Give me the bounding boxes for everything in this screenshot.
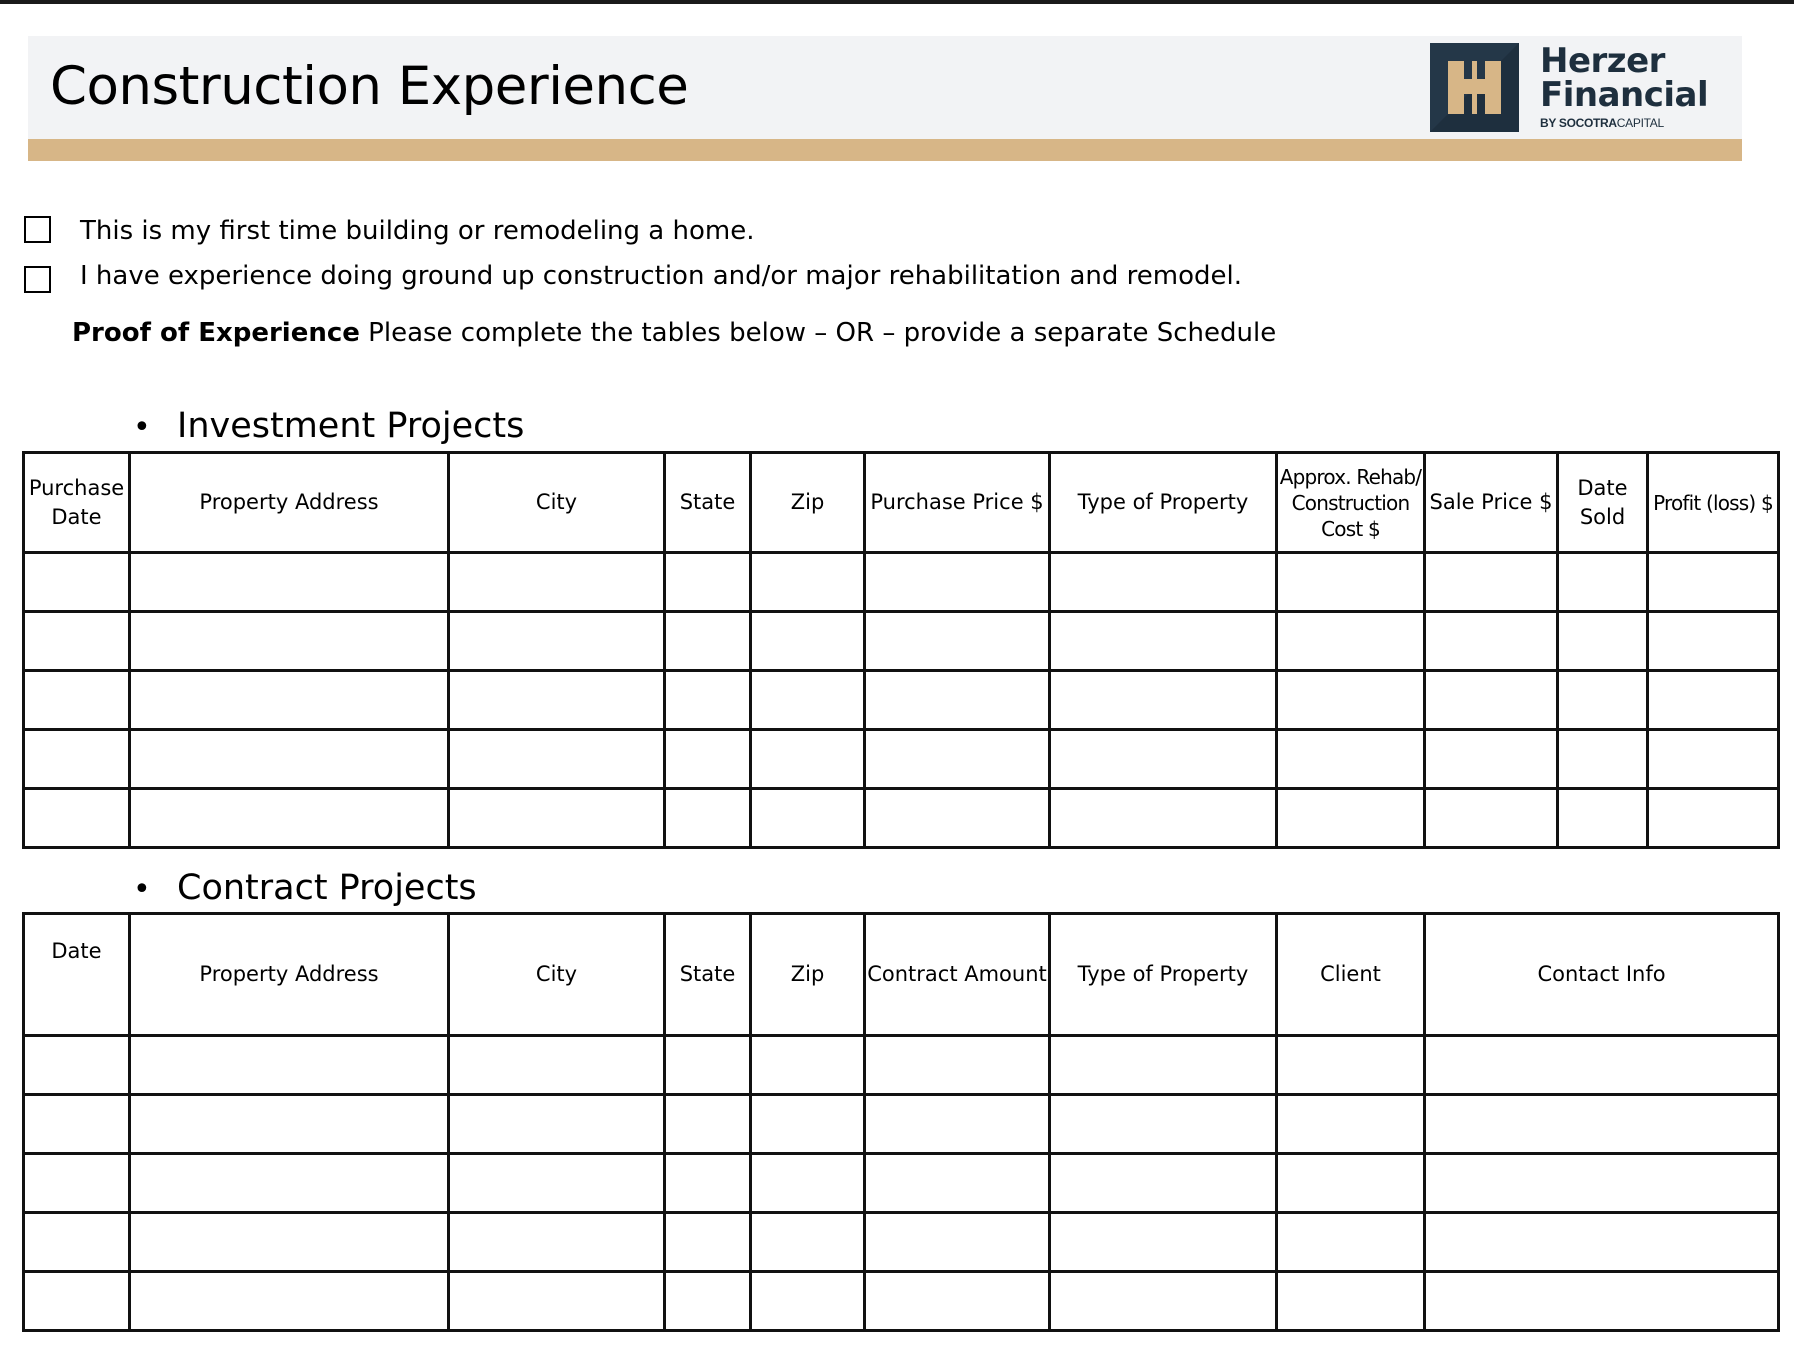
table-cell[interactable] xyxy=(24,1213,130,1272)
logo-line-herzer: Herzer xyxy=(1540,41,1665,81)
contract-table-body xyxy=(24,1036,1779,1331)
table-cell[interactable] xyxy=(24,612,130,671)
table-cell[interactable] xyxy=(24,671,130,730)
table-cell[interactable] xyxy=(1648,730,1779,789)
table-cell[interactable] xyxy=(665,1095,751,1154)
table-cell[interactable] xyxy=(1277,671,1425,730)
col-state: State xyxy=(665,914,751,1036)
table-cell[interactable] xyxy=(130,1272,449,1331)
table-cell[interactable] xyxy=(751,1095,865,1154)
investment-table-body xyxy=(24,553,1779,848)
table-cell[interactable] xyxy=(1648,612,1779,671)
table-cell[interactable] xyxy=(449,1095,665,1154)
table-cell[interactable] xyxy=(1050,553,1277,612)
table-cell[interactable] xyxy=(449,1272,665,1331)
proof-instructions: Please complete the tables below – OR – provide a separate Schedule xyxy=(359,318,1277,348)
table-cell[interactable] xyxy=(665,1154,751,1213)
table-cell[interactable] xyxy=(24,789,130,848)
table-cell[interactable] xyxy=(1425,553,1558,612)
table-row xyxy=(24,1154,1779,1213)
contract-projects-table xyxy=(22,912,1780,1332)
logo-wordmark xyxy=(1540,41,1709,130)
col-rehab-cost: Approx. Rehab/ Construction Cost $ xyxy=(1277,453,1425,553)
table-cell[interactable] xyxy=(449,1213,665,1272)
table-cell[interactable] xyxy=(1648,553,1779,612)
contract-heading-text: Contract Projects xyxy=(177,868,477,908)
col-type-of-property: Type of Property xyxy=(1050,914,1277,1036)
table-header-row xyxy=(24,453,1779,553)
table-cell[interactable] xyxy=(1277,1213,1425,1272)
table-cell[interactable] xyxy=(665,1036,751,1095)
table-cell[interactable] xyxy=(865,671,1050,730)
table-row xyxy=(24,1095,1779,1154)
table-cell[interactable] xyxy=(1425,1154,1779,1213)
table-cell[interactable] xyxy=(1425,612,1558,671)
contract-projects-heading xyxy=(133,868,477,908)
table-cell[interactable] xyxy=(24,1272,130,1331)
table-cell[interactable] xyxy=(449,671,665,730)
table-row xyxy=(24,1213,1779,1272)
table-cell[interactable] xyxy=(130,553,449,612)
col-zip: Zip xyxy=(751,914,865,1036)
table-cell[interactable] xyxy=(1050,1213,1277,1272)
table-cell[interactable] xyxy=(751,1036,865,1095)
table-cell[interactable] xyxy=(1050,730,1277,789)
table-cell[interactable] xyxy=(1050,671,1277,730)
table-cell[interactable] xyxy=(865,553,1050,612)
experienced-checkbox[interactable] xyxy=(24,266,51,293)
table-cell[interactable] xyxy=(1558,612,1648,671)
table-cell[interactable] xyxy=(24,1095,130,1154)
table-cell[interactable] xyxy=(751,789,865,848)
table-cell[interactable] xyxy=(865,1036,1050,1095)
table-cell[interactable] xyxy=(130,789,449,848)
table-cell[interactable] xyxy=(1425,671,1558,730)
table-cell[interactable] xyxy=(1558,789,1648,848)
table-cell[interactable] xyxy=(130,1036,449,1095)
table-cell[interactable] xyxy=(751,553,865,612)
bullet-icon: • xyxy=(133,410,151,445)
table-cell[interactable] xyxy=(1425,1036,1779,1095)
table-cell[interactable] xyxy=(751,1213,865,1272)
table-cell[interactable] xyxy=(1050,1036,1277,1095)
col-sale-price: Sale Price $ xyxy=(1425,453,1558,553)
table-cell[interactable] xyxy=(1425,789,1558,848)
bullet-icon: • xyxy=(133,872,151,907)
table-cell[interactable] xyxy=(130,671,449,730)
logo-line-financial: Financial xyxy=(1540,75,1709,115)
header-accent-bar xyxy=(28,139,1742,161)
table-cell[interactable] xyxy=(1648,789,1779,848)
first-time-checkbox[interactable] xyxy=(24,216,51,243)
table-cell[interactable] xyxy=(1277,612,1425,671)
table-cell[interactable] xyxy=(665,789,751,848)
table-cell[interactable] xyxy=(130,1095,449,1154)
table-cell[interactable] xyxy=(665,1213,751,1272)
table-cell[interactable] xyxy=(1277,553,1425,612)
table-cell[interactable] xyxy=(665,612,751,671)
col-contract-amount: Contract Amount xyxy=(865,914,1050,1036)
col-client: Client xyxy=(1277,914,1425,1036)
table-row xyxy=(24,671,1779,730)
herzer-logo-icon xyxy=(1430,43,1519,132)
table-cell[interactable] xyxy=(1648,671,1779,730)
col-purchase-price: Purchase Price $ xyxy=(865,453,1050,553)
table-cell[interactable] xyxy=(449,789,665,848)
table-header-row xyxy=(24,914,1779,1036)
col-city: City xyxy=(449,453,665,553)
first-time-label: This is my first time building or remodeling a home. xyxy=(80,216,755,246)
table-cell[interactable] xyxy=(751,671,865,730)
col-profit-loss: Profit (loss) $ xyxy=(1648,453,1779,553)
table-cell[interactable] xyxy=(665,730,751,789)
col-date-sold: Date Sold xyxy=(1558,453,1648,553)
table-cell[interactable] xyxy=(130,1154,449,1213)
experienced-label: I have experience doing ground up construction and/or major rehabilitation and remodel. xyxy=(80,261,1242,291)
col-contact-info: Contact Info xyxy=(1425,914,1779,1036)
logo-tagline xyxy=(1540,116,1708,130)
table-cell[interactable] xyxy=(449,612,665,671)
table-cell[interactable] xyxy=(1558,730,1648,789)
table-row xyxy=(24,730,1779,789)
table-cell[interactable] xyxy=(1050,1154,1277,1213)
proof-of-experience-note xyxy=(72,318,1276,348)
table-row xyxy=(24,612,1779,671)
table-cell[interactable] xyxy=(865,612,1050,671)
table-row xyxy=(24,1036,1779,1095)
table-cell[interactable] xyxy=(1425,1095,1779,1154)
investment-projects-heading xyxy=(133,406,524,446)
logo-tagline-bold: BY SOCOTRA xyxy=(1540,116,1617,130)
table-cell[interactable] xyxy=(1050,1095,1277,1154)
table-cell[interactable] xyxy=(751,1272,865,1331)
table-cell[interactable] xyxy=(449,730,665,789)
table-cell[interactable] xyxy=(130,730,449,789)
table-row xyxy=(24,553,1779,612)
col-city: City xyxy=(449,914,665,1036)
table-cell[interactable] xyxy=(1558,671,1648,730)
col-property-address: Property Address xyxy=(130,914,449,1036)
investment-projects-table xyxy=(22,451,1780,849)
table-cell[interactable] xyxy=(865,1095,1050,1154)
table-cell[interactable] xyxy=(751,612,865,671)
col-state: State xyxy=(665,453,751,553)
table-cell[interactable] xyxy=(665,1272,751,1331)
table-cell[interactable] xyxy=(24,553,130,612)
table-cell[interactable] xyxy=(1277,1095,1425,1154)
table-cell[interactable] xyxy=(1050,1272,1277,1331)
table-cell[interactable] xyxy=(751,1154,865,1213)
table-cell[interactable] xyxy=(130,1213,449,1272)
table-cell[interactable] xyxy=(1277,730,1425,789)
table-cell[interactable] xyxy=(449,1036,665,1095)
table-cell[interactable] xyxy=(1050,612,1277,671)
col-type-of-property: Type of Property xyxy=(1050,453,1277,553)
table-cell[interactable] xyxy=(665,671,751,730)
logo-tagline-light: CAPITAL xyxy=(1616,116,1664,130)
table-cell[interactable] xyxy=(130,612,449,671)
table-cell[interactable] xyxy=(865,730,1050,789)
table-cell[interactable] xyxy=(1277,1036,1425,1095)
col-purchase-date: Purchase Date xyxy=(24,453,130,553)
table-cell[interactable] xyxy=(1425,730,1558,789)
table-cell[interactable] xyxy=(665,553,751,612)
table-cell[interactable] xyxy=(751,730,865,789)
table-cell[interactable] xyxy=(1277,789,1425,848)
table-cell[interactable] xyxy=(1425,1272,1779,1331)
table-cell[interactable] xyxy=(449,1154,665,1213)
table-cell[interactable] xyxy=(1425,1213,1779,1272)
page-title: Construction Experience xyxy=(50,56,689,117)
table-row xyxy=(24,1272,1779,1331)
table-cell[interactable] xyxy=(1277,1272,1425,1331)
table-row xyxy=(24,789,1779,848)
investment-heading-text: Investment Projects xyxy=(177,406,525,446)
table-cell[interactable] xyxy=(865,1213,1050,1272)
table-cell[interactable] xyxy=(865,1272,1050,1331)
col-property-address: Property Address xyxy=(130,453,449,553)
table-cell[interactable] xyxy=(1558,553,1648,612)
table-cell[interactable] xyxy=(449,553,665,612)
table-cell[interactable] xyxy=(24,1154,130,1213)
col-zip: Zip xyxy=(751,453,865,553)
table-cell[interactable] xyxy=(1277,1154,1425,1213)
table-cell[interactable] xyxy=(1050,789,1277,848)
proof-bold-label: Proof of Experience xyxy=(72,318,360,348)
table-cell[interactable] xyxy=(24,1036,130,1095)
table-cell[interactable] xyxy=(24,730,130,789)
table-cell[interactable] xyxy=(865,789,1050,848)
col-date: Date xyxy=(24,914,130,1036)
top-rule xyxy=(0,0,1794,4)
table-cell[interactable] xyxy=(865,1154,1050,1213)
